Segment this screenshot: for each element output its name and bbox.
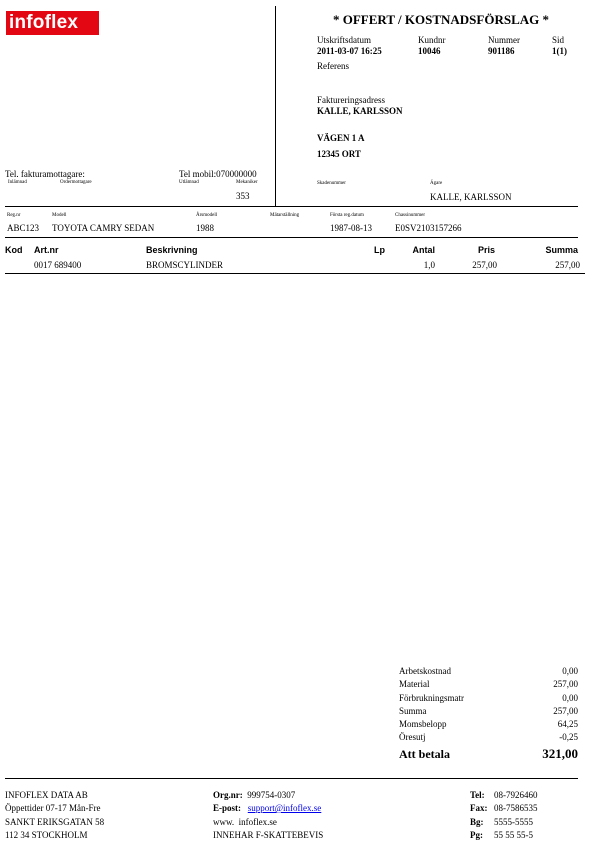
footer-city: 112 34 STOCKHOLM: [5, 830, 88, 840]
year-label: Årsmodell: [196, 213, 218, 218]
damage-no-label: Skadenummer: [317, 181, 346, 186]
customer-no-label: Kundnr: [418, 35, 446, 45]
row-sum: 257,00: [555, 260, 580, 270]
page-label: Sid: [552, 35, 565, 45]
table-end-rule: [5, 273, 585, 274]
row-description: BROMSCYLINDER: [146, 260, 224, 270]
model-value: TOYOTA CAMRY SEDAN: [52, 223, 155, 233]
rounding-label: Öresutj: [399, 732, 426, 742]
vat-value: 64,25: [557, 719, 578, 729]
document-title: * OFFERT / KOSTNADSFÖRSLAG *: [333, 12, 550, 27]
col-kod: Kod: [5, 245, 23, 255]
amount-due-value: 321,00: [542, 746, 578, 761]
tel-recipient-label: Tel. fakturamottagare:: [5, 169, 85, 179]
reference-label: Referens: [317, 61, 349, 71]
bg-label: Bg:: [470, 817, 484, 827]
footer-company: INFOFLEX DATA AB: [5, 790, 88, 800]
billing-street: VÄGEN 1 A: [317, 133, 365, 143]
bg-value: 5555-5555: [494, 817, 533, 827]
customer-no: 10046: [418, 46, 441, 56]
org-value: 999754-0307: [247, 790, 296, 800]
footer-org: [213, 790, 295, 800]
billing-label: Faktureringsadress: [317, 95, 385, 105]
footer-rule: [5, 778, 578, 779]
labor-label: Arbetskostnad: [399, 666, 451, 676]
header-rule: [5, 206, 578, 207]
email-link[interactable]: support@infoflex.se: [247, 803, 322, 813]
footer-street: SANKT ERIKSGATAN 58: [5, 817, 105, 827]
row-qty: 1,0: [423, 260, 435, 270]
chassis-value: E0SV2103157266: [395, 223, 462, 233]
footer-hours: Öppettider 07-17 Mån-Fre: [5, 803, 101, 813]
infoflex-logo: [6, 11, 99, 35]
mechanic-value: 353: [236, 191, 250, 201]
model-label: Modell: [52, 213, 67, 218]
col-description: Beskrivning: [146, 245, 198, 255]
first-reg-value: 1987-08-13: [330, 223, 372, 233]
vat-label: Momsbelopp: [399, 719, 447, 729]
material-value: 257,00: [553, 679, 578, 689]
row-artnr: 0017 689400: [34, 260, 82, 270]
col-sum: Summa: [545, 245, 578, 255]
submitter-label: Inlämnad: [8, 180, 27, 185]
chassis-label: Chassinummer: [395, 213, 425, 218]
footer-tax-note: INNEHAR F-SKATTEBEVIS: [213, 830, 324, 840]
rounding-value: -0,25: [559, 732, 578, 742]
material-label: Material: [399, 679, 430, 689]
www-value: infoflex.se: [238, 817, 277, 827]
mobile-label: [179, 169, 257, 179]
year-value: 1988: [196, 223, 214, 233]
org-label: Org.nr:: [213, 790, 243, 800]
tel-label: Tel:: [470, 790, 485, 800]
mobile-number: 070000000: [216, 169, 257, 179]
reg-label: Reg.nr: [7, 213, 21, 218]
reg-value: ABC123: [7, 223, 40, 233]
first-reg-label: Första reg.datum: [330, 213, 364, 218]
print-date-label: Utskriftsdatum: [317, 35, 371, 45]
delivered-label: Utlämnad: [179, 180, 199, 185]
footer-email: [213, 803, 321, 813]
mobile-label-text: Tel mobil:: [179, 169, 217, 179]
consumables-value: 0,00: [562, 693, 578, 703]
page-number: 1(1): [552, 46, 567, 56]
col-lp: Lp: [374, 245, 385, 255]
billing-name: KALLE, KARLSSON: [317, 106, 403, 116]
amount-due-label: Att betala: [399, 747, 450, 761]
sum-value: 257,00: [553, 706, 578, 716]
fax-label: Fax:: [470, 803, 488, 813]
number: 901186: [488, 46, 515, 56]
col-artnr: Art.nr: [34, 245, 59, 255]
print-date: 2011-03-07 16:25: [317, 46, 382, 56]
www-label: www.: [213, 817, 235, 827]
owner-label: Ägare: [430, 181, 443, 186]
pg-label: Pg:: [470, 830, 483, 840]
tel-value: 08-7926460: [494, 790, 538, 800]
odometer-label: Mätarställning: [270, 213, 300, 218]
number-label: Nummer: [488, 35, 520, 45]
fax-value: 08-7586535: [494, 803, 538, 813]
pg-value: 55 55 55-5: [494, 830, 533, 840]
header-divider-vertical: [275, 6, 276, 206]
owner-name: KALLE, KARLSSON: [430, 192, 512, 202]
billing-postal: 12345 ORT: [317, 149, 361, 159]
recipient-label: Ordermottagare: [60, 180, 92, 185]
col-qty: Antal: [412, 245, 435, 255]
email-label: E-post:: [213, 803, 242, 813]
logo-text: infoflex: [9, 12, 79, 33]
labor-value: 0,00: [562, 666, 578, 676]
consumables-label: Förbrukningsmatr: [399, 693, 464, 703]
row-price: 257,00: [472, 260, 497, 270]
mechanic-label: Mekaniker: [236, 180, 258, 185]
sum-label: Summa: [399, 706, 427, 716]
col-price: Pris: [477, 245, 495, 255]
vehicle-rule: [5, 237, 578, 238]
footer-www: [213, 817, 277, 827]
